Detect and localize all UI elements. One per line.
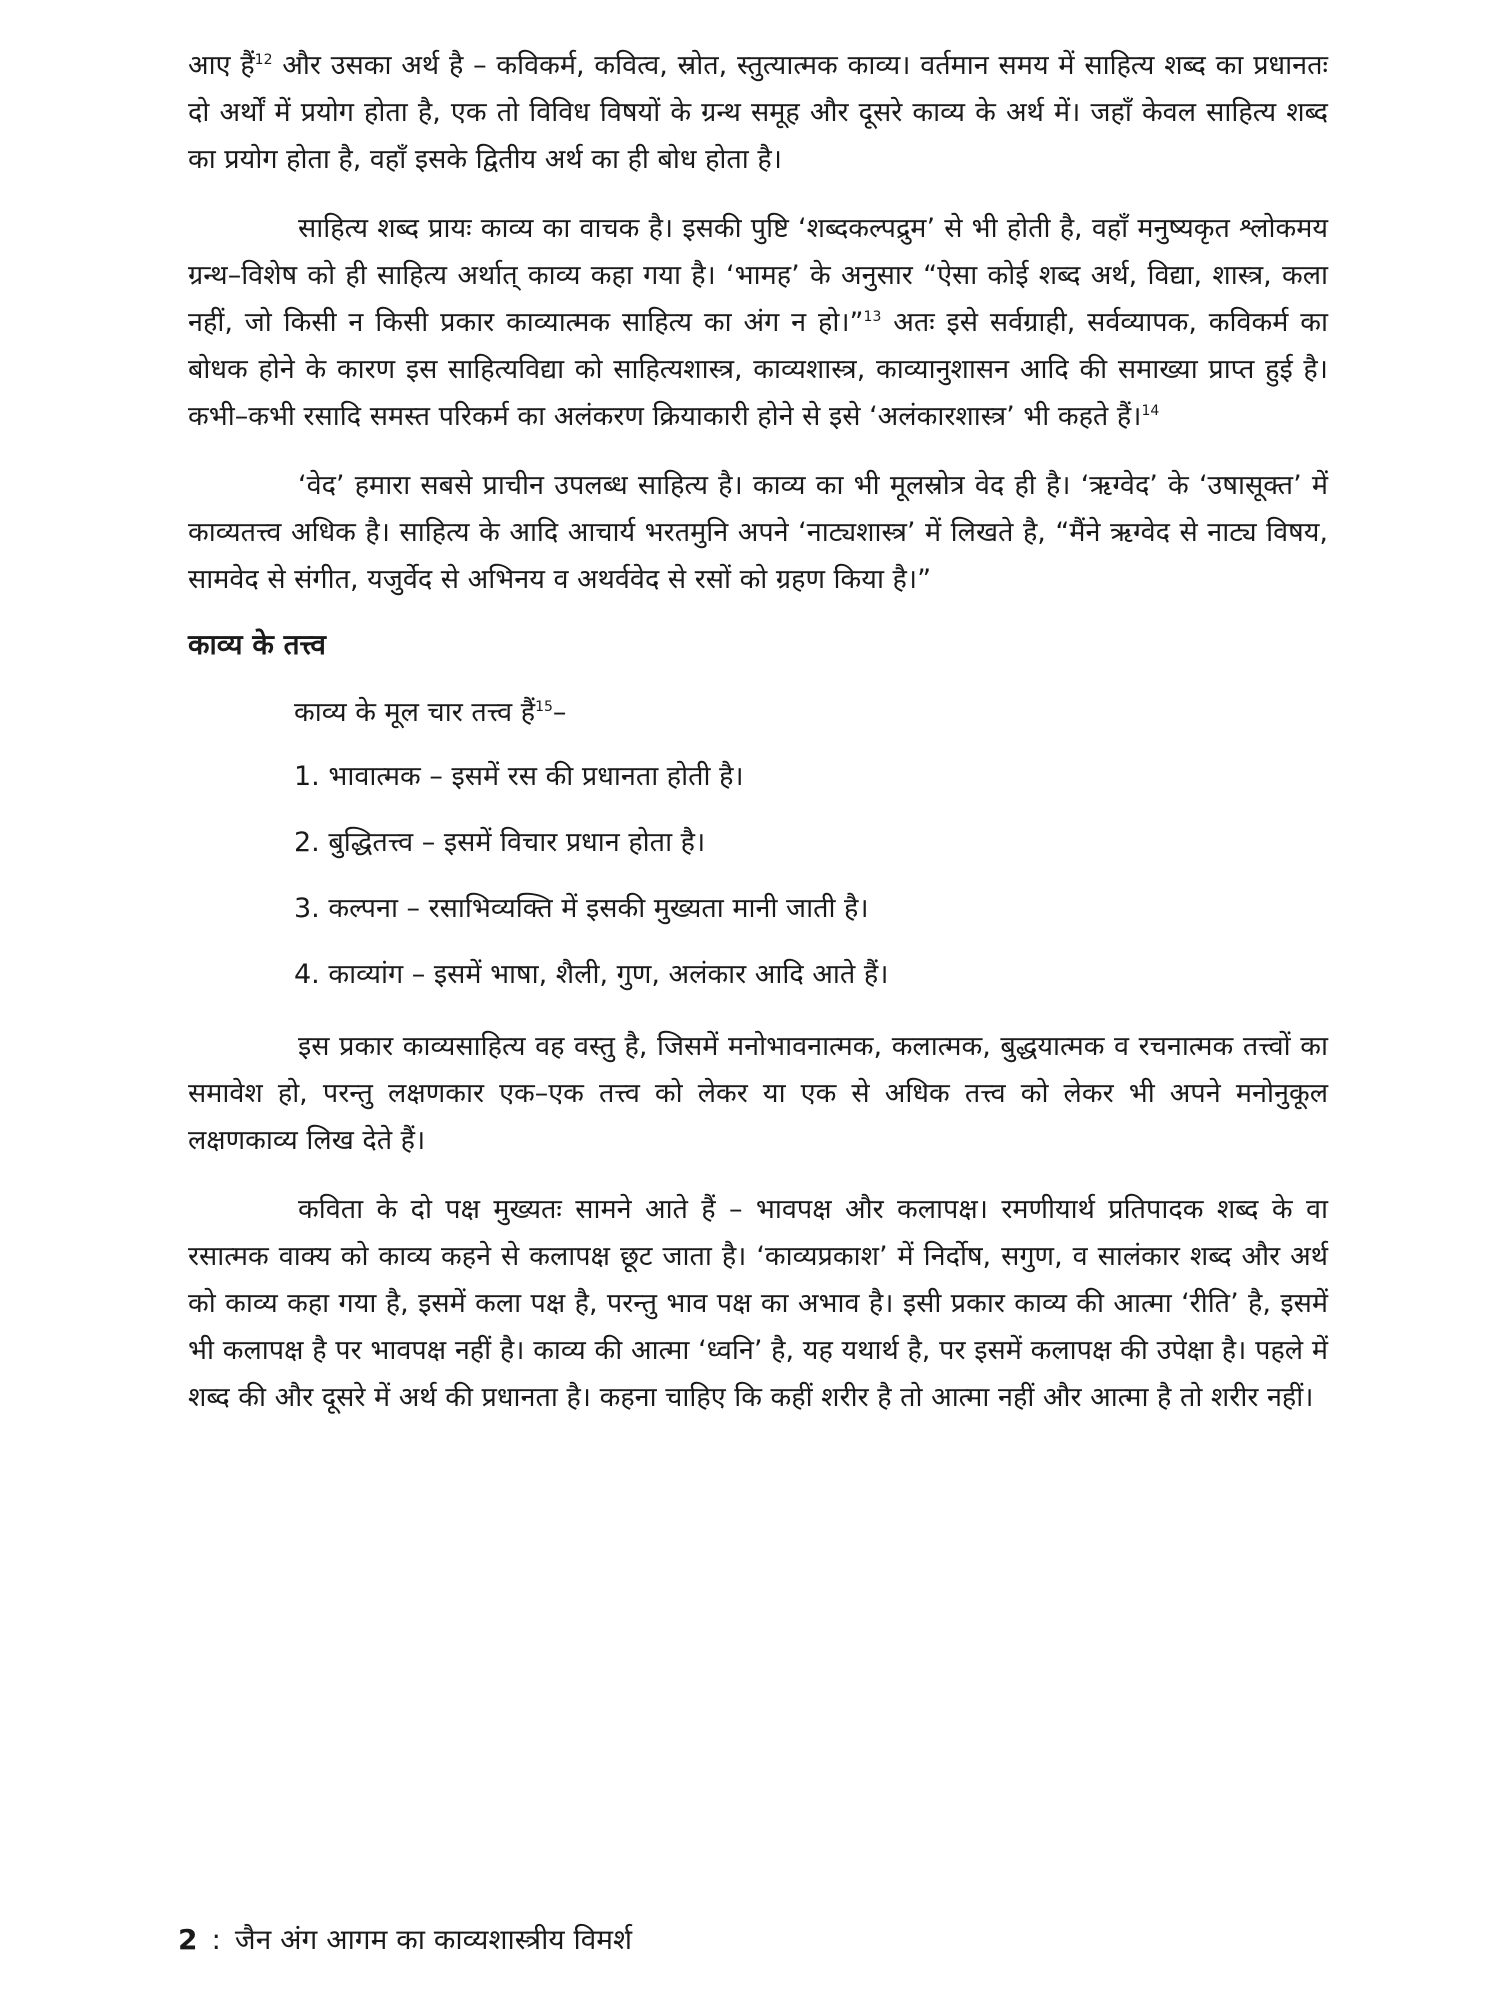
list-item: 2. बुद्धितत्त्व – इसमें विचार प्रधान होता है। bbox=[294, 827, 706, 858]
paragraph-2-text-b: अतः इसे सर्वग्राही, सर्वव्यापक, कविकर्म का बोधक होने के कारण इस साहित्यविद्या को साहित्यशास्त्र, काव्यशास्त्र, काव्यानुशासन आदि की समाख्या प्राप्त हुई है। कभी–कभी रसादि समस्त परिकर्म का अलंकरण क्रियाकारी होने से इसे ‘अलंकारशास्त्र’ भी कहते हैं। bbox=[188, 307, 1328, 432]
footnote-ref-12: 12 bbox=[254, 52, 273, 68]
paragraph-6: कविता के दो पक्ष मुख्यतः सामने आते हैं – भावपक्ष और कलापक्ष। रमणीयार्थ प्रतिपादक शब्द के वा रसात्मक वाक्य को काव्य कहने से कलापक्ष छूट जाता है। ‘काव्यप्रकाश’ में निर्दोष, सगुण, व सालंकार शब्द और अर्थ को काव्य कहा गया है, इसमें कला पक्ष है, परन्तु भाव पक्ष का अभाव है। इसी प्रकार काव्य की आत्मा ‘रीति’ है, इसमें भी कलापक्ष है पर भावपक्ष नहीं है। काव्य की आत्मा ‘ध्वनि’ है, यह यथार्थ है, पर इसमें कलापक्ष की उपेक्षा है। पहले में शब्द की और दूसरे में अर्थ की प्रधानता है। कहना चाहिए कि कहीं शरीर है तो आत्मा नहीं और आत्मा है तो शरीर नहीं। bbox=[188, 1194, 1328, 1413]
elements-list bbox=[188, 757, 1328, 995]
page-body bbox=[188, 42, 1328, 1443]
book-title: जैन अंग आगम का काव्यशास्त्रीय विमर्श bbox=[234, 1923, 633, 1956]
footnote-ref-14: 14 bbox=[1141, 403, 1160, 419]
section-intro-dash: – bbox=[552, 697, 567, 728]
footer-separator: : bbox=[211, 1923, 221, 1956]
paragraph-2-text-a: साहित्य शब्द प्रायः काव्य का वाचक है। इसकी पुष्टि ‘शब्दकल्पद्रुम’ से भी होती है, वहाँ मनुष्यकृत श्लोकमय ग्रन्थ–विशेष को ही साहित्य अर्थात् काव्य कहा गया है। ‘भामह’ के अनुसार “ऐसा कोई शब्द अर्थ, विद्या, शास्त्र, कला नहीं, जो किसी न किसी प्रकार काव्यात्मक साहित्य का अंग न हो।” bbox=[188, 213, 1328, 338]
paragraph-1-text-a: आए हैं bbox=[188, 50, 255, 81]
page-number: 2 bbox=[178, 1923, 198, 1956]
paragraph-1 bbox=[188, 42, 1328, 183]
footnote-ref-13: 13 bbox=[863, 309, 882, 325]
footnote-ref-15: 15 bbox=[535, 699, 553, 715]
list-item: 1. भावात्मक – इसमें रस की प्रधानता होती है। bbox=[294, 761, 744, 792]
paragraph-2 bbox=[188, 205, 1328, 440]
paragraph-3: ‘वेद’ हमारा सबसे प्राचीन उपलब्ध साहित्य है। काव्य का भी मूलस्रोत्र वेद ही है। ‘ऋग्वेद’ के ‘उषासूक्त’ में काव्यतत्त्व अधिक है। साहित्य के आदि आचार्य भरतमुनि अपने ‘नाट्यशास्त्र’ में लिखते है, “मैंने ऋग्वेद से नाट्य विषय, सामवेद से संगीत, यजुर्वेद से अभिनय व अथर्ववेद से रसों को ग्रहण किया है।” bbox=[188, 470, 1328, 595]
section-intro-text: काव्य के मूल चार तत्त्व हैं bbox=[294, 697, 536, 728]
section-intro bbox=[294, 693, 1328, 733]
list-item: 4. काव्यांग – इसमें भाषा, शैली, गुण, अलंकार आदि आते हैं। bbox=[294, 959, 889, 990]
section-heading: काव्य के तत्त्व bbox=[188, 628, 326, 661]
paragraph-5: इस प्रकार काव्यसाहित्य वह वस्तु है, जिसमें मनोभावनात्मक, कलात्मक, बुद्धयात्मक व रचनात्मक तत्त्वों का समावेश हो, परन्तु लक्षणकार एक–एक तत्त्व को लेकर या एक से अधिक तत्त्व को लेकर भी अपने मनोनुकूल लक्षणकाव्य लिख देते हैं। bbox=[188, 1031, 1328, 1156]
list-item: 3. कल्पना – रसाभिव्यक्ति में इसकी मुख्यता मानी जाती है। bbox=[294, 893, 869, 924]
paragraph-1-text-b: और उसका अर्थ है – कविकर्म, कवित्व, स्रोत, स्तुत्यात्मक काव्य। वर्तमान समय में साहित्य शब्द का प्रधानतः दो अर्थों में प्रयोग होता है, एक तो विविध विषयों के ग्रन्थ समूह और दूसरे काव्य के अर्थ में। जहाँ केवल साहित्य शब्द का प्रयोग होता है, वहाँ इसके द्वितीय अर्थ का ही बोध होता है। bbox=[188, 50, 1328, 175]
page-footer bbox=[178, 1920, 632, 1960]
